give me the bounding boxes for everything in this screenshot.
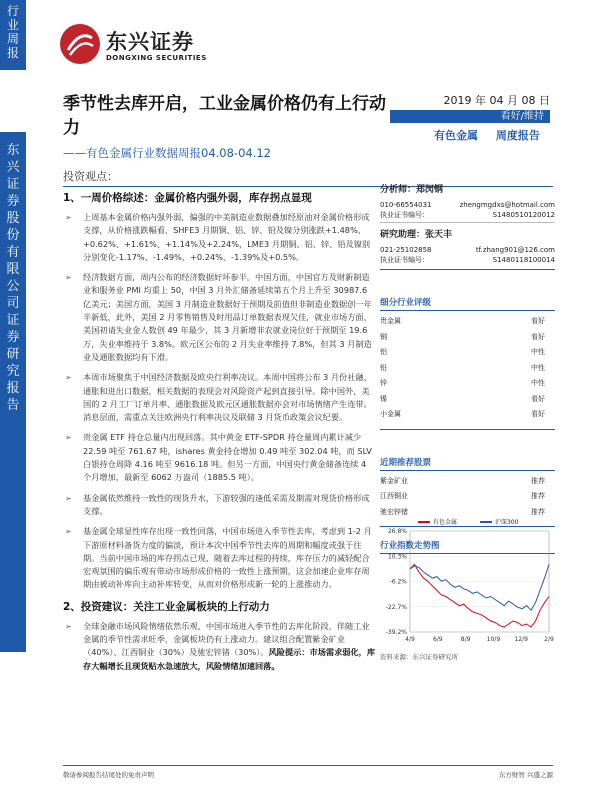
report-tags <box>420 127 550 143</box>
company-vertical-char: 份 <box>6 228 20 243</box>
company-vertical-char: 证 <box>6 177 20 192</box>
index-trend-chart <box>380 515 555 650</box>
paragraph-text: 基金属依然维持一致性的现货升水，下游较强的逢低采需及期需对现货价格形成支撑。 <box>83 492 370 516</box>
analyst2-cert: S1480118100014 <box>492 256 555 264</box>
right-column <box>380 182 555 557</box>
company-vertical-label <box>0 132 26 652</box>
paragraph-text: 本周市场聚焦于中国经济数据及欧央行利率决议。本周中国将公布 3 月份社融、通胀和进出口数据，相关数据的表现会对风险资产起到直接引导。除中国外，美国的 2 月工厂订单月率、通胀数据及欧元区通胀数据亦会对市场情绪产生连带。消息层面，需重点关注欧洲央行利率决议及联储 3 月货币政策会议纪要。 <box>83 372 372 423</box>
report-type-char: 行 <box>6 4 19 18</box>
analyst1-cert-row <box>380 210 555 220</box>
index-trend-title: 行业指数走势图 <box>380 539 555 554</box>
logo-cn-text: 东兴证券 <box>106 30 194 54</box>
paragraph-text: 全球金融市场风险情绪依然乐观，中国市场进入季节性的去库化阶段，伴随工业金属的季节性需求旺季，金属板块仍有上涨动力。建议组合配置紫金矿业（40%）、江西铜业（30%）及驰宏锌锗（30%）。 <box>83 620 370 658</box>
series-line-1 <box>410 564 549 610</box>
sub-industry-row <box>380 407 555 423</box>
legend-label: 沪深300 <box>495 519 519 526</box>
y-tick-label: 26.8% <box>387 528 407 535</box>
paragraph <box>63 211 376 264</box>
analyst1-cert: S1480510120012 <box>492 211 555 219</box>
y-tick-label: 10.3% <box>387 553 407 561</box>
company-vertical-text <box>0 142 26 414</box>
sub-industry-row-rating: 看好 <box>531 410 545 418</box>
risk-text: 市场需求弱化，库存大幅增长且现货贴水急速放大，风险情绪加速回落。 <box>83 647 376 671</box>
paragraph <box>63 492 376 519</box>
analyst2-phone: 021-25102858 <box>380 246 432 254</box>
report-subtitle: ——有色金属行业数据周报04.08-04.12 <box>63 146 271 160</box>
investment-points-label: 投资观点： <box>63 168 553 187</box>
company-vertical-char: 券 <box>6 330 20 345</box>
bullet-icon: ➢ <box>65 433 72 443</box>
bullet-icon: ➢ <box>65 527 72 537</box>
company-vertical-char: 限 <box>6 262 20 277</box>
section-heading-investment-advice: 2、投资建议：关注工业金属板块的上行动力 <box>63 600 270 613</box>
sub-industry-row-name: 铅 <box>380 363 387 372</box>
analyst2-contact <box>380 245 555 255</box>
series-line-0 <box>410 564 549 627</box>
company-vertical-char: 兴 <box>6 160 20 175</box>
report-type-char: 业 <box>6 18 19 32</box>
x-tick-label: 2/9 <box>544 636 554 643</box>
analyst2-email[interactable]: tf.zhang901@126.com <box>475 246 555 254</box>
divider <box>380 269 555 270</box>
industry-rating-badge: 看好/维持 <box>390 110 550 123</box>
paragraph-text: 贵金属 ETF 持仓总量内出现回落。其中黄金 ETF-SPDR 持仓量周内累计减少 22.59 吨至 761.67 吨，ishares 黄金持仓增加 0.49 吨至 302.04 吨，而 SLV 白银持仓周降 4.16 吨至 9616.18 吨。但另一方面，中国央行黄金储备连续 4 个月增加，最新至 6062 万盎司（1885.5 吨）。 <box>83 432 372 483</box>
company-logo <box>60 24 240 68</box>
bullet-icon: ➢ <box>65 213 72 222</box>
stock-row-name: 驰宏锌锗 <box>380 507 408 516</box>
stock-row-rating: 推荐 <box>531 476 545 485</box>
company-vertical-char: 司 <box>6 296 20 311</box>
analyst1-cert-label: 执业证书编号： <box>380 211 429 219</box>
analyst2-title: 研究助理：张天丰 <box>380 230 453 240</box>
sub-industry-row-rating: 中性 <box>531 379 545 387</box>
paragraph <box>63 525 376 591</box>
sub-industry-row-name: 铝 <box>380 348 387 356</box>
company-vertical-char: 股 <box>6 211 20 226</box>
x-tick-label: 12/9 <box>514 636 528 643</box>
company-vertical-char: 究 <box>6 364 20 379</box>
footer-slogan: 东方财智 兴盛之源 <box>498 771 553 779</box>
bullet-icon: ➢ <box>65 273 72 283</box>
analyst1-phone: 010-66554031 <box>380 201 432 209</box>
disclaimer-note: 敬请参阅报告结尾处的免责声明 <box>63 771 154 779</box>
stock-row <box>380 489 555 505</box>
report-type-label <box>0 0 26 70</box>
sub-industry-row-rating: 中性 <box>531 363 545 372</box>
analyst1-title: 分析师：郑闵钢 <box>380 185 444 195</box>
divider <box>380 222 555 223</box>
company-vertical-char: 券 <box>6 194 20 209</box>
recommended-stocks-title: 近期推荐股票 <box>380 456 555 471</box>
paragraph <box>63 271 376 364</box>
sub-industry-row-name: 小金属 <box>380 410 401 418</box>
bullet-icon: ➢ <box>65 621 72 631</box>
paragraph <box>63 431 376 484</box>
company-vertical-char: 有 <box>6 245 20 260</box>
sub-industry-row <box>380 330 555 346</box>
sub-industry-ratings-title: 细分行业评级 <box>380 296 555 311</box>
industry-tag: 有色金属 <box>434 129 478 142</box>
x-tick-label: 4/9 <box>405 636 415 643</box>
report-title: 季节性去库开启，工业金属价格仍有上行动力 <box>63 94 386 138</box>
logo-emblem-icon <box>60 24 100 64</box>
company-vertical-char: 公 <box>6 279 20 294</box>
sub-industry-row-name: 贵金属 <box>380 317 401 325</box>
risk-label: 风险提示： <box>268 647 310 658</box>
sub-industry-row <box>380 361 555 377</box>
report-type-char: 报 <box>6 46 19 60</box>
logo-en-text: DONGXING SECURITIES <box>106 54 207 62</box>
analyst2-cert-label: 执业证书编号： <box>380 256 429 264</box>
report-type-text <box>0 4 26 60</box>
sub-industry-row <box>380 392 555 408</box>
paragraph-text: 经济数据方面，周内公布的经济数据好坏参半。中国方面，中国官方及财新制造业和服务业 PMI 均重上 50，中国 3 月外汇储备延续第五个月上升至 30987.6 亿美元；美国方面，美国 3 月制造业数据好于预期及前值但非制造业数据创一年半新低，此外，美国 2 月零售销售及时用品订单数据表现欠佳，就业市场方面，美国初请失业金人数创 49 年最少，其 3 月新增非农就业岗位好于预期至 19.6 万，失业率维持于 3.8%。欧元区公布的 2 月失业率维持 7.8%，但其 3 月制造业及通胀数据均有下滑。 <box>83 272 372 362</box>
company-vertical-char: 证 <box>6 313 20 328</box>
x-tick-label: 6/9 <box>432 636 443 643</box>
y-tick-label: -39.2% <box>385 629 407 636</box>
report-date: 2019 年 04 月 08 日 <box>390 92 550 111</box>
sub-industry-row-name: 镍 <box>380 394 387 403</box>
analyst2-cert-row <box>380 255 555 265</box>
sub-industry-row <box>380 345 555 361</box>
stock-row-rating: 推荐 <box>531 492 545 500</box>
sub-industry-row-rating: 看好 <box>531 394 545 403</box>
main-content <box>63 190 376 680</box>
company-vertical-char: 告 <box>6 398 20 413</box>
sub-industry-row <box>380 314 555 330</box>
report-type-char: 周 <box>6 32 19 46</box>
sidebar <box>0 0 26 800</box>
paragraph <box>63 371 376 424</box>
analyst1-email[interactable]: zhengmgdxs@hotmail.com <box>459 201 555 209</box>
index-trend-svg <box>380 515 555 650</box>
stock-row-rating: 推荐 <box>531 507 545 516</box>
x-tick-label: 10/9 <box>486 636 501 643</box>
analyst1-contact <box>380 200 555 210</box>
sub-industry-row-rating: 中性 <box>531 348 545 356</box>
paragraph <box>63 620 376 673</box>
legend-label: 有色金属 <box>433 519 458 526</box>
report-type-tag: 周度报告 <box>495 129 540 142</box>
paragraph-text: 基金属全球显性库存出现一致性回落，中国市场进入季节性去库，考虑到 1-2 月下游原材料备货力度的偏淡，预计本次中国季节性去库的周期和幅度或强于往期。当前中国市场的库存拐点已现，随着去库过程的持续，库存压力的减轻配合宏观氛围的偏乐观有带动市场形成价格的一致性上涨预期，这会加速企业库存周期由被动补库向主动补库转变，从而对价格形成新一轮的上涨推动力。 <box>83 526 372 590</box>
sub-industry-row-rating: 看好 <box>531 317 545 325</box>
chart-source: 资料来源：东兴证券研究所 <box>380 653 458 661</box>
bullet-icon: ➢ <box>65 373 72 383</box>
sub-industry-row-rating: 看好 <box>531 332 545 341</box>
bullet-icon: ➢ <box>65 493 72 503</box>
company-vertical-char: 报 <box>6 381 20 396</box>
stock-row-name: 江西铜业 <box>380 492 408 500</box>
stock-row <box>380 474 555 490</box>
company-vertical-char: 东 <box>6 143 20 158</box>
company-vertical-char: 研 <box>6 347 20 362</box>
paragraph-text: 上周基本金属价格内强外弱，偏强的中美制造业数据叠加经原油对金属价格形成支撑，从价格涨跌幅看，SHFE3 月期铜、铝、锌、铅及镍分别涨跌+1.48%、+0.62%、+1.61%、+1.14%及+2.24%，LME3 月期铜、铝、锌、铅及镍别分别变化-1.17%、-1.49%、+0.24%、-1.39%及+0.5%。 <box>83 212 371 262</box>
y-tick-label: -22.7% <box>385 603 407 611</box>
page-footer <box>63 765 553 779</box>
sub-industry-row-name: 铜 <box>380 332 387 341</box>
section-heading-price-review: 1、一周价格综述：金属价格内强外弱，库存拐点显现 <box>63 192 312 204</box>
sub-industry-ratings-table <box>380 314 555 430</box>
stock-row-name: 紫金矿业 <box>380 476 408 485</box>
sub-industry-row <box>380 376 555 392</box>
sub-industry-row-name: 锌 <box>380 379 387 387</box>
y-tick-label: -6.2% <box>389 578 407 586</box>
x-tick-label: 8/9 <box>460 636 471 643</box>
